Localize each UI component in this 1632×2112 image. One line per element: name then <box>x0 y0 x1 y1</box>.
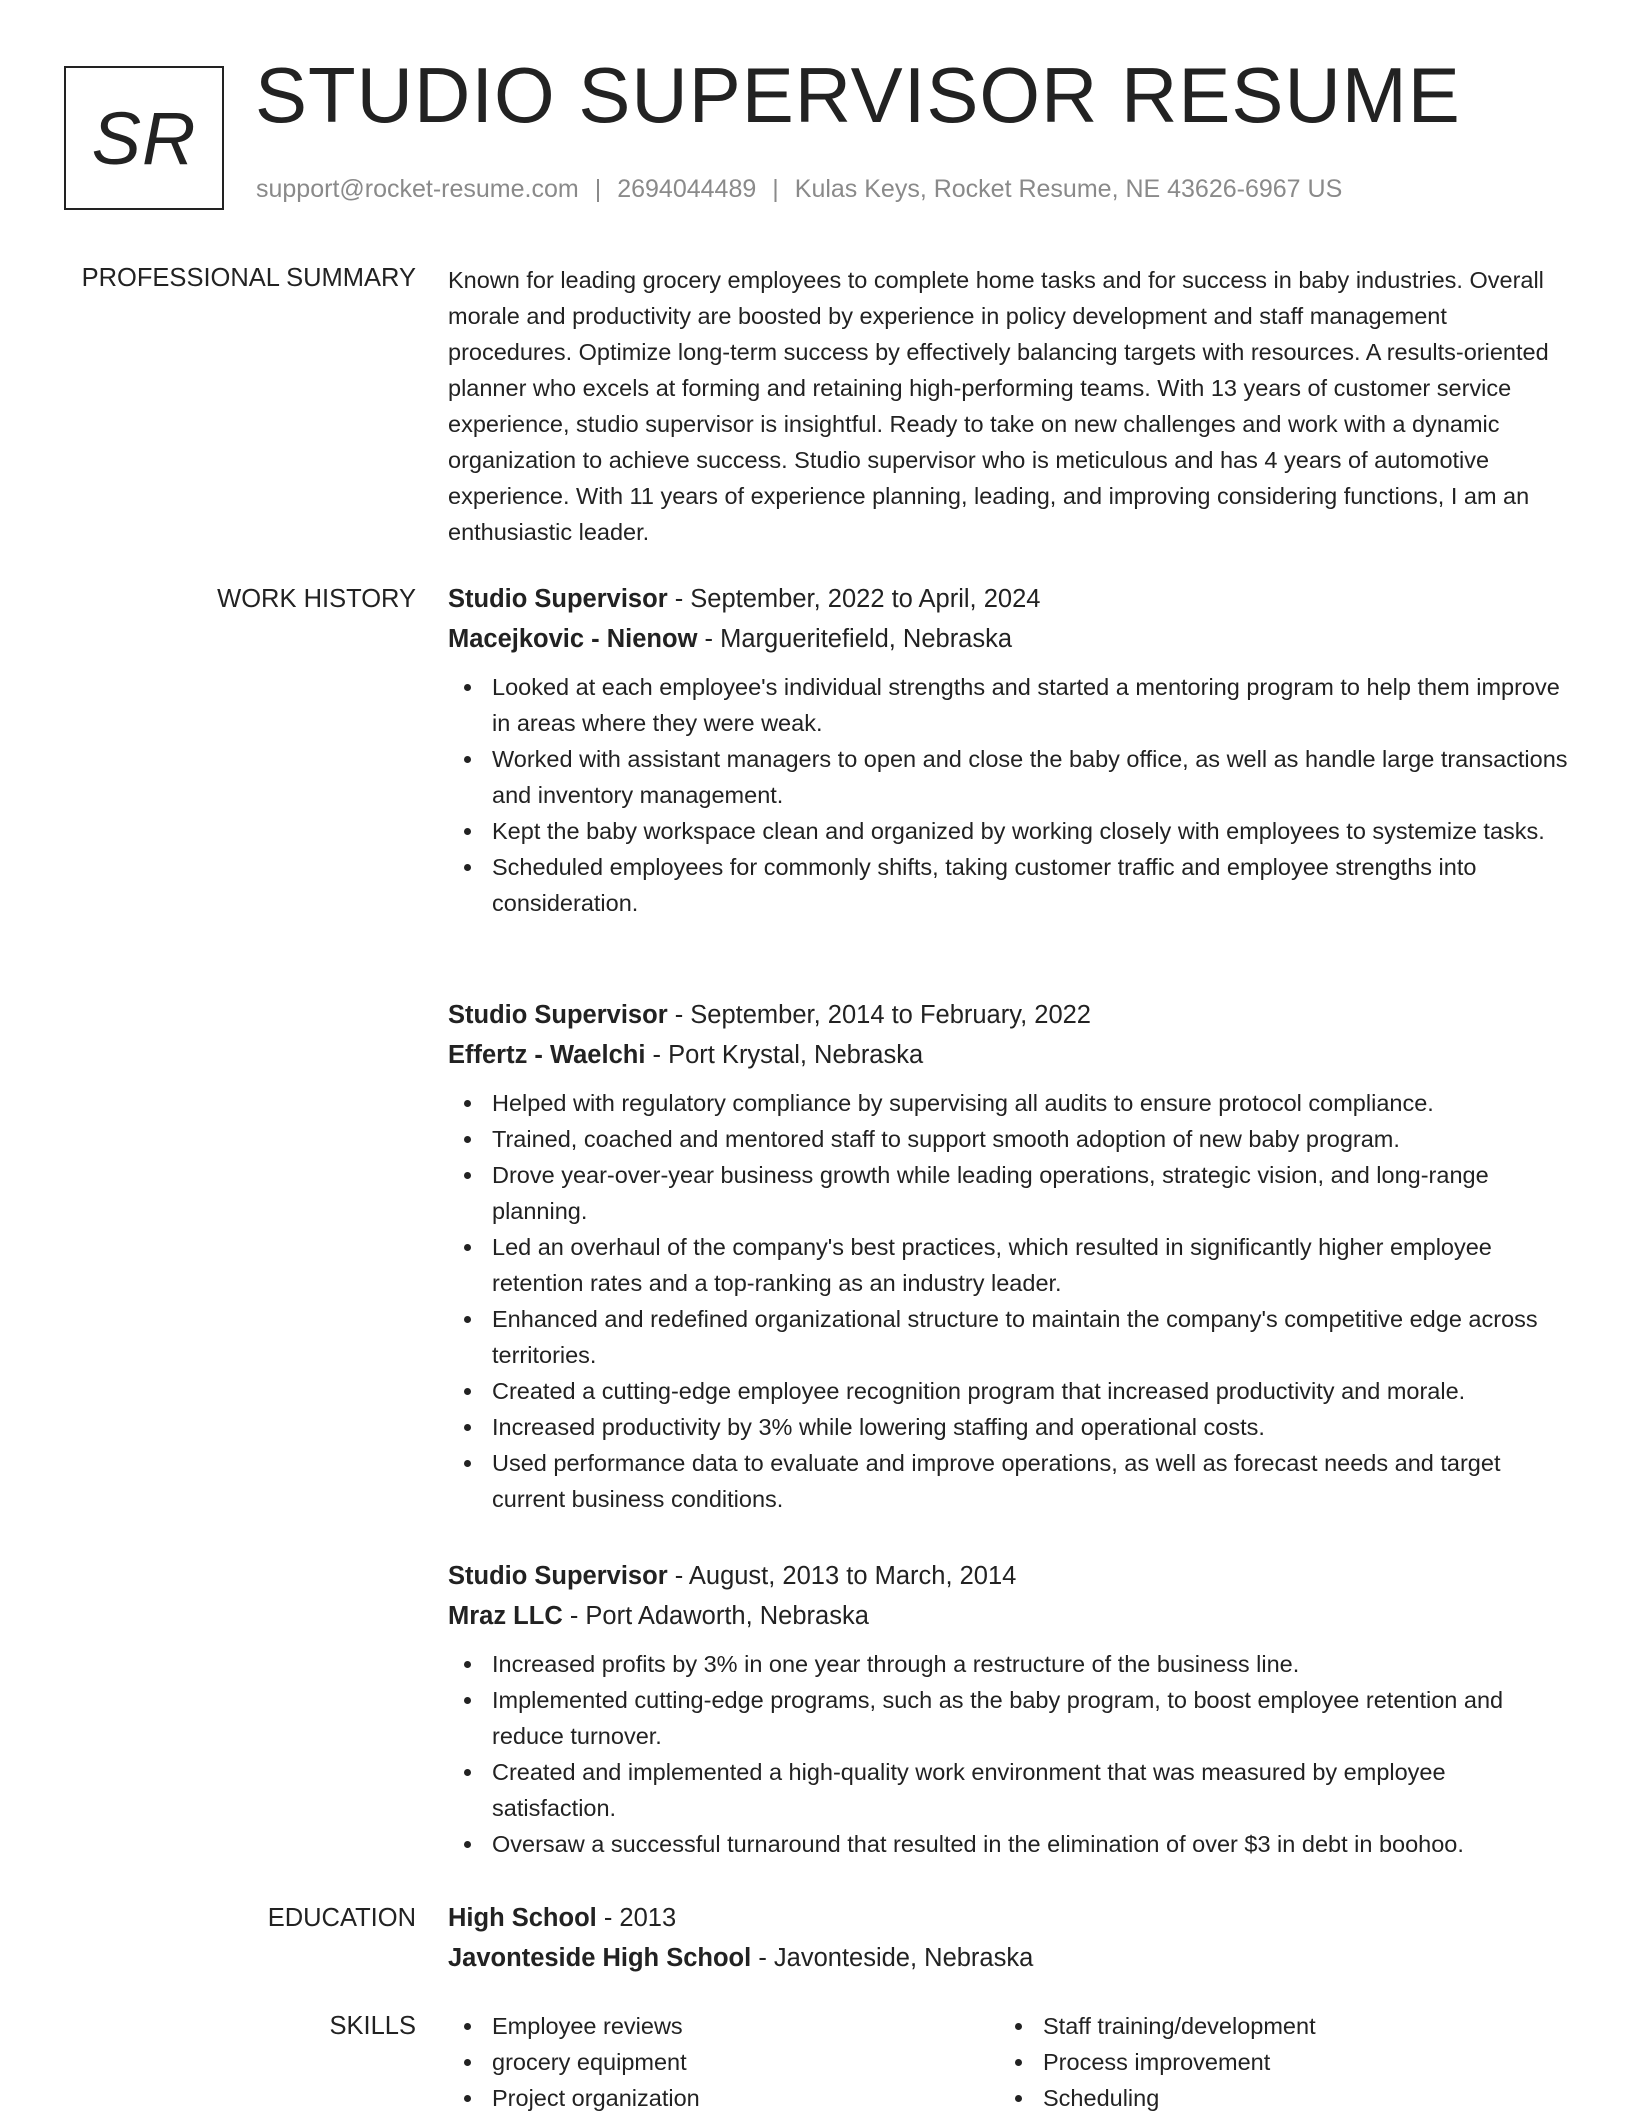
job-title-line <box>448 579 1568 619</box>
skill-item: Project organization <box>448 2080 999 2112</box>
section-label-education: EDUCATION <box>267 1904 416 1932</box>
contact-email: support@rocket-resume.com <box>256 175 579 203</box>
summary-text: Known for leading grocery employees to complete home tasks and for success in baby industries. Overall morale and productivity are boosted by experience in policy development and staff management procedures. Optimize long-term success by effectively balancing targets with resources. A results-oriented planner who excels at forming and retaining high-performing teams. With 13 years of customer service experience, studio supervisor is insightful. Ready to take on new challenges and work with a dynamic organization to achieve success. Studio supervisor who is meticulous and has 4 years of automotive experience. With 11 years of experience planning, leading, and improving considering functions, I am an enthusiastic leader. <box>448 267 1549 545</box>
bullet-item: Trained, coached and mentored staff to support smooth adoption of new baby program. <box>448 1121 1568 1157</box>
education-school: Javonteside High School <box>448 1944 752 1972</box>
contact-phone: 2694044489 <box>617 175 757 203</box>
education-entry <box>448 1898 1568 1978</box>
bullet-item: Looked at each employee's individual strengths and started a mentoring program to help them improve in areas where they were weak. <box>448 669 1568 741</box>
job-company: Mraz LLC <box>448 1602 563 1630</box>
bullet-item: Kept the baby workspace clean and organized by working closely with employees to systemize tasks. <box>448 813 1568 849</box>
job-location: - Port Krystal, Nebraska <box>645 1041 924 1069</box>
contact-separator: | <box>772 175 779 203</box>
job-company: Macejkovic - Nienow <box>448 625 698 653</box>
job-location: - Port Adaworth, Nebraska <box>562 1602 869 1630</box>
bullet-item: Oversaw a successful turnaround that resulted in the elimination of over $3 in debt in boohoo. <box>448 1826 1568 1862</box>
education-degree: High School <box>448 1904 597 1932</box>
job-entry <box>448 579 1568 921</box>
monogram: SR <box>64 66 224 210</box>
bullet-item: Used performance data to evaluate and improve operations, as well as forecast needs and target current business conditions. <box>448 1445 1568 1517</box>
section-label-summary: PROFESSIONAL SUMMARY <box>81 264 416 292</box>
bullet-item: Drove year-over-year business growth while leading operations, strategic vision, and long-range planning. <box>448 1157 1568 1229</box>
bullet-item: Worked with assistant managers to open and close the baby office, as well as handle large transactions and inventory management. <box>448 741 1568 813</box>
job-title-line <box>448 1556 1568 1596</box>
job-entry <box>448 995 1568 1517</box>
job-company: Effertz - Waelchi <box>448 1041 646 1069</box>
job-company-line <box>448 619 1568 659</box>
job-bullets <box>448 1085 1568 1517</box>
resume-title: STUDIO SUPERVISOR RESUME <box>255 51 1461 139</box>
skills-column-right <box>999 2008 1550 2112</box>
education-school-line <box>448 1938 1568 1978</box>
education-degree-line <box>448 1898 1568 1938</box>
bullet-item: Led an overhaul of the company's best practices, which resulted in significantly higher employee retention rates and a top-ranking as an industry leader. <box>448 1229 1568 1301</box>
skills-column-left <box>448 2008 999 2112</box>
section-label-work-history: WORK HISTORY <box>217 585 416 613</box>
job-entry <box>448 1556 1568 1862</box>
job-bullets <box>448 1646 1568 1862</box>
contact-separator: | <box>594 175 602 203</box>
skill-item: Scheduling <box>999 2080 1550 2112</box>
bullet-item: Increased productivity by 3% while lowering staffing and operational costs. <box>448 1409 1568 1445</box>
contact-address: Kulas Keys, Rocket Resume, NE 43626-6967 US <box>794 175 1343 203</box>
bullet-item: Helped with regulatory compliance by supervising all audits to ensure protocol compliance. <box>448 1085 1568 1121</box>
contact-line <box>256 177 1342 202</box>
job-dates: - August, 2013 to March, 2014 <box>667 1562 1017 1590</box>
job-company-line <box>448 1596 1568 1636</box>
bullet-item: Scheduled employees for commonly shifts, taking customer traffic and employee strengths into consideration. <box>448 849 1568 921</box>
job-company-line <box>448 1035 1568 1075</box>
job-title: Studio Supervisor <box>448 585 668 613</box>
bullet-item: Implemented cutting-edge programs, such as the baby program, to boost employee retention and reduce turnover. <box>448 1682 1568 1754</box>
job-bullets <box>448 669 1568 921</box>
job-dates: - September, 2014 to February, 2022 <box>667 1001 1091 1029</box>
job-location: - Margueritefield, Nebraska <box>697 625 1013 653</box>
job-title: Studio Supervisor <box>448 1562 668 1590</box>
skills-list <box>448 2008 1568 2112</box>
education-location: - Javonteside, Nebraska <box>751 1944 1034 1972</box>
bullet-item: Increased profits by 3% in one year through a restructure of the business line. <box>448 1646 1568 1682</box>
section-label-skills: SKILLS <box>329 2012 416 2040</box>
bullet-item: Created a cutting-edge employee recognition program that increased productivity and morale. <box>448 1373 1568 1409</box>
job-title-line <box>448 995 1568 1035</box>
skill-item: Staff training/development <box>999 2008 1550 2044</box>
bullet-item: Created and implemented a high-quality work environment that was measured by employee satisfaction. <box>448 1754 1568 1826</box>
job-title: Studio Supervisor <box>448 1001 668 1029</box>
job-dates: - September, 2022 to April, 2024 <box>667 585 1041 613</box>
skill-item: Process improvement <box>999 2044 1550 2080</box>
education-year: - 2013 <box>596 1904 677 1932</box>
bullet-item: Enhanced and redefined organizational structure to maintain the company's competitive edge across territories. <box>448 1301 1568 1373</box>
skill-item: grocery equipment <box>448 2044 999 2080</box>
skill-item: Employee reviews <box>448 2008 999 2044</box>
